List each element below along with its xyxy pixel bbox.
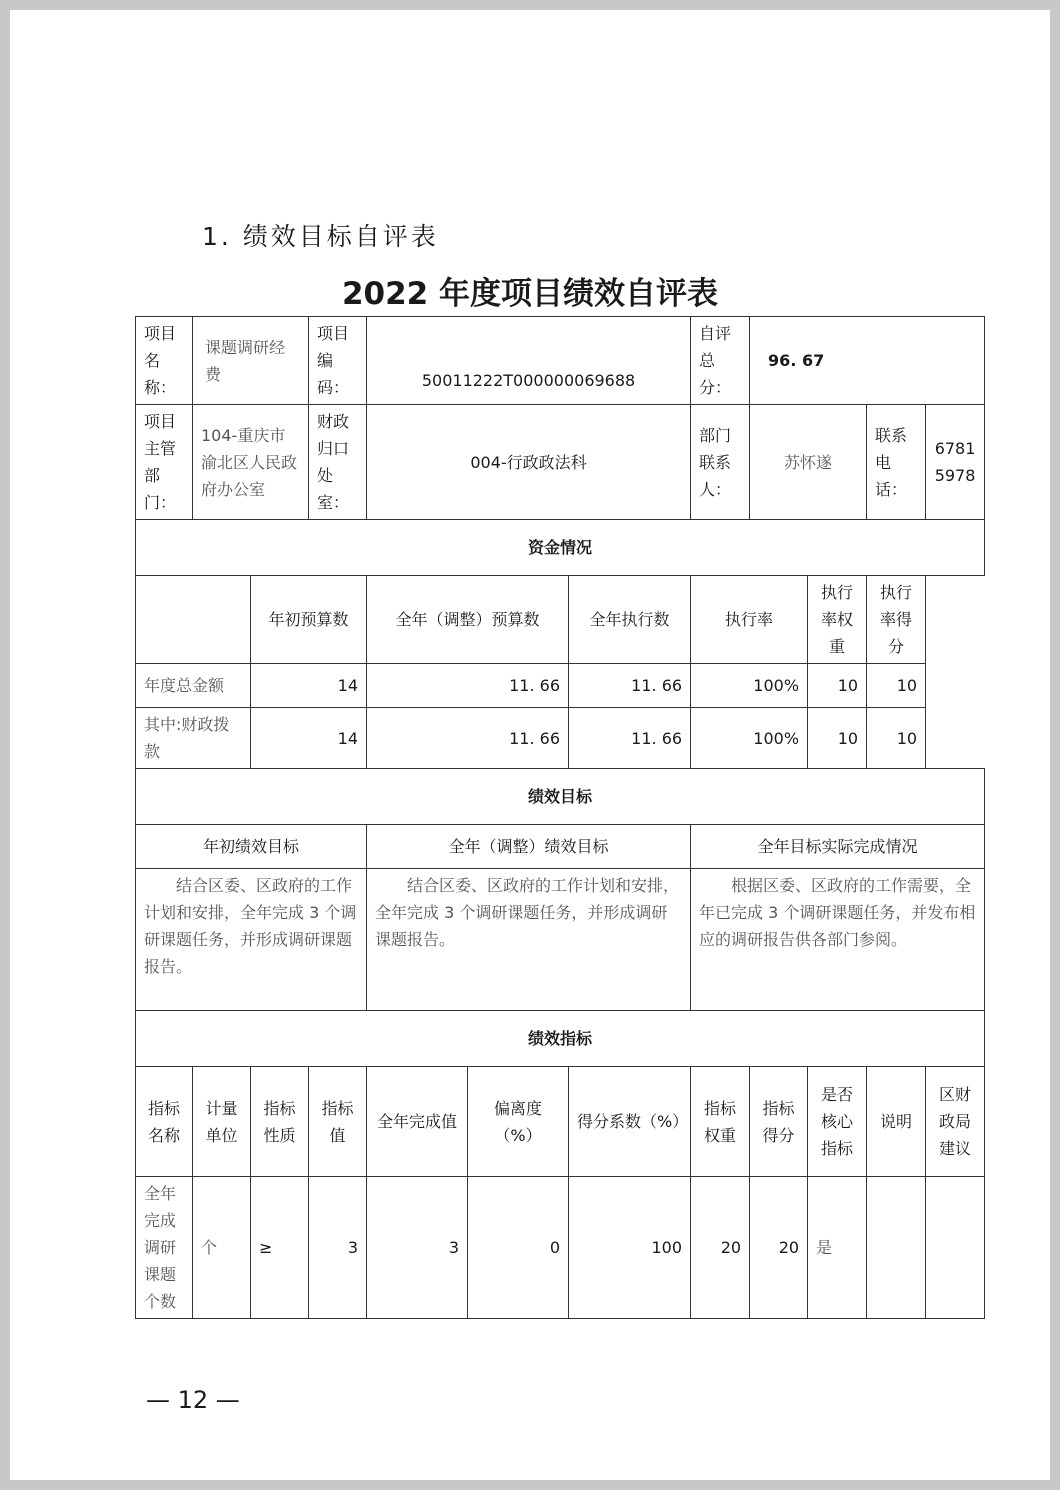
finance-value: 004-行政政法科 bbox=[367, 405, 691, 520]
funds-row bbox=[136, 664, 985, 708]
indicator-value: 3 bbox=[309, 1177, 367, 1319]
funds-row-rate: 100% bbox=[691, 664, 808, 708]
page-number: — 12 — bbox=[146, 1386, 240, 1414]
goals-header-adjusted: 全年（调整）绩效目标 bbox=[367, 825, 691, 869]
section-heading: 1. 绩效目标自评表 bbox=[202, 222, 439, 251]
funds-row-score: 10 bbox=[867, 708, 926, 769]
project-code-value: 50011222T000000069688 bbox=[367, 317, 691, 405]
indicator-header-deviation: 偏离度（%） bbox=[468, 1067, 569, 1177]
phone-label: 联系电话： bbox=[867, 405, 926, 520]
indicator-core: 是 bbox=[808, 1177, 867, 1319]
indicator-coefficient: 100 bbox=[569, 1177, 691, 1319]
funds-header-weight: 执行率权重 bbox=[808, 576, 867, 664]
funds-header-initial: 年初预算数 bbox=[251, 576, 367, 664]
indicator-header-unit: 计量单位 bbox=[193, 1067, 251, 1177]
funds-header-executed: 全年执行数 bbox=[569, 576, 691, 664]
funds-row-executed: 11. 66 bbox=[569, 708, 691, 769]
indicator-score: 20 bbox=[750, 1177, 808, 1319]
funds-section-row bbox=[136, 520, 985, 576]
funds-row-weight: 10 bbox=[808, 708, 867, 769]
indicator-advice bbox=[926, 1177, 985, 1319]
indicator-header-completed: 全年完成值 bbox=[367, 1067, 468, 1177]
phone-value: 67815978 bbox=[926, 405, 985, 520]
indicator-weight: 20 bbox=[691, 1177, 750, 1319]
project-name-label: 项目名称： bbox=[136, 317, 193, 405]
funds-row-label: 年度总金额 bbox=[136, 664, 251, 708]
project-code-label: 项目编码： bbox=[309, 317, 367, 405]
indicator-row bbox=[136, 1177, 985, 1319]
funds-section-title: 资金情况 bbox=[136, 520, 985, 576]
funds-row bbox=[136, 708, 985, 769]
info-row-1 bbox=[136, 317, 985, 405]
funds-header-adjusted: 全年（调整）预算数 bbox=[367, 576, 569, 664]
funds-row-label: 其中:财政拨款 bbox=[136, 708, 251, 769]
score-label: 自评总分： bbox=[691, 317, 750, 405]
goal-actual-text: 根据区委、区政府的工作需要，全年已完成 3 个调研课题任务，并发布相应的调研报告供各部门参阅。 bbox=[691, 869, 985, 1011]
document-page bbox=[10, 10, 1050, 1480]
indicator-header-value: 指标值 bbox=[309, 1067, 367, 1177]
funds-row-initial: 14 bbox=[251, 664, 367, 708]
document-title: 2022 年度项目绩效自评表 bbox=[341, 276, 719, 312]
funds-row-weight: 10 bbox=[808, 664, 867, 708]
finance-label: 财政归口处室： bbox=[309, 405, 367, 520]
indicators-header-row bbox=[136, 1067, 985, 1177]
score-value: 96. 67 bbox=[750, 317, 985, 405]
goal-adjusted-text: 结合区委、区政府的工作计划和安排，全年完成 3 个调研课题任务，并形成调研课题报告。 bbox=[367, 869, 691, 1011]
indicator-deviation: 0 bbox=[468, 1177, 569, 1319]
indicator-note bbox=[867, 1177, 926, 1319]
project-name-value: 课题调研经费 bbox=[193, 317, 309, 405]
dept-value: 104-重庆市渝北区人民政府办公室 bbox=[193, 405, 309, 520]
funds-header-row bbox=[136, 576, 985, 664]
goals-header-initial: 年初绩效目标 bbox=[136, 825, 367, 869]
funds-header-blank bbox=[136, 576, 251, 664]
funds-row-executed: 11. 66 bbox=[569, 664, 691, 708]
funds-header-rate: 执行率 bbox=[691, 576, 808, 664]
indicator-unit: 个 bbox=[193, 1177, 251, 1319]
indicator-header-note: 说明 bbox=[867, 1067, 926, 1177]
funds-row-adjusted: 11. 66 bbox=[367, 664, 569, 708]
funds-header-score: 执行率得分 bbox=[867, 576, 926, 664]
funds-row-score: 10 bbox=[867, 664, 926, 708]
info-row-2 bbox=[136, 405, 985, 520]
goals-section-row bbox=[136, 769, 985, 825]
evaluation-table bbox=[135, 316, 985, 1319]
indicator-header-coefficient: 得分系数（%） bbox=[569, 1067, 691, 1177]
indicator-header-core: 是否核心指标 bbox=[808, 1067, 867, 1177]
indicator-header-advice: 区财政局建议 bbox=[926, 1067, 985, 1177]
indicators-section-row bbox=[136, 1011, 985, 1067]
indicator-header-weight: 指标权重 bbox=[691, 1067, 750, 1177]
goals-header-row bbox=[136, 825, 985, 869]
goal-initial-text: 结合区委、区政府的工作计划和安排，全年完成 3 个调研课题任务，并形成调研课题报告。 bbox=[136, 869, 367, 1011]
contact-label: 部门联系人： bbox=[691, 405, 750, 520]
goals-section-title: 绩效目标 bbox=[136, 769, 985, 825]
contact-value: 苏怀遂 bbox=[750, 405, 867, 520]
dept-label: 项目主管部门： bbox=[136, 405, 193, 520]
indicator-header-name: 指标名称 bbox=[136, 1067, 193, 1177]
indicator-name: 全年完成调研课题个数 bbox=[136, 1177, 193, 1319]
goals-header-actual: 全年目标实际完成情况 bbox=[691, 825, 985, 869]
funds-row-adjusted: 11. 66 bbox=[367, 708, 569, 769]
goals-content-row bbox=[136, 869, 985, 1011]
indicator-header-score: 指标得分 bbox=[750, 1067, 808, 1177]
indicators-section-title: 绩效指标 bbox=[136, 1011, 985, 1067]
funds-row-initial: 14 bbox=[251, 708, 367, 769]
indicator-header-nature: 指标性质 bbox=[251, 1067, 309, 1177]
indicator-completed: 3 bbox=[367, 1177, 468, 1319]
funds-row-rate: 100% bbox=[691, 708, 808, 769]
indicator-nature: ≥ bbox=[251, 1177, 309, 1319]
